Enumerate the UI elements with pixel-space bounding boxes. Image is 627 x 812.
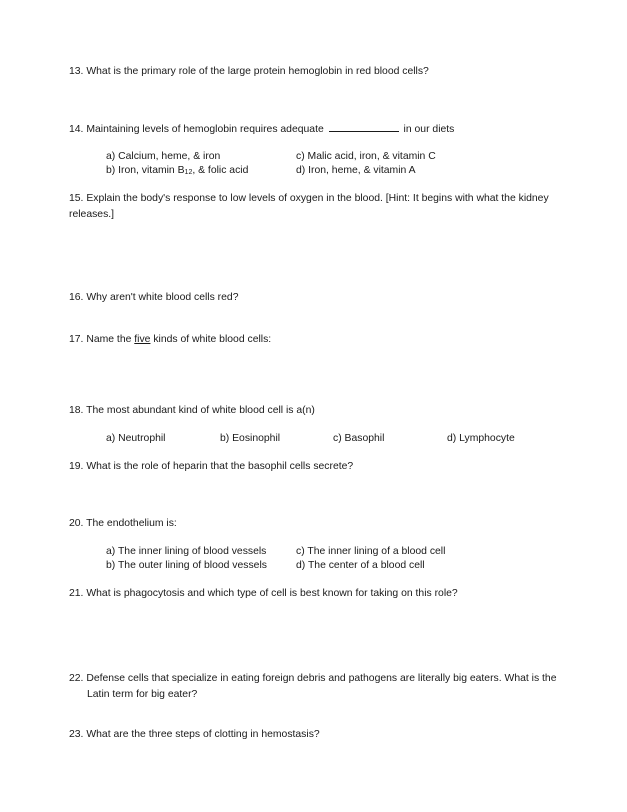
q18-option-c: c) Basophil — [333, 433, 385, 444]
question-14-prompt-end: in our diets — [403, 124, 455, 135]
q14-option-d: d) Iron, heme, & vitamin A — [296, 165, 416, 176]
question-17 — [69, 332, 569, 348]
question-17-prompt: 17. Name the — [69, 334, 132, 345]
question-19: 19. What is the role of heparin that the basophil cells secrete? — [69, 461, 354, 472]
q18-option-a: a) Neutrophil — [106, 433, 166, 444]
q20-option-a: a) The inner lining of blood vessels — [106, 546, 267, 557]
q14-option-a: a) Calcium, heme, & iron — [106, 151, 221, 162]
question-17-emphasis: five — [134, 334, 151, 345]
q18-option-d: d) Lymphocyte — [447, 433, 515, 444]
question-20: 20. The endothelium is: — [69, 518, 177, 529]
question-14 — [69, 121, 569, 138]
question-16: 16. Why aren't white blood cells red? — [69, 292, 239, 303]
q14-option-b — [106, 164, 248, 180]
q18-option-b: b) Eosinophil — [220, 433, 281, 444]
q14-option-b-text: b) Iron, vitamin B — [106, 165, 185, 176]
question-17-prompt-end: kinds of white blood cells: — [153, 334, 272, 345]
question-15: 15. Explain the body's response to low levels of oxygen in the blood. [Hint: It begins with what the kidney releases.] — [69, 193, 549, 220]
question-14-prompt: 14. Maintaining levels of hemoglobin requires adequate — [69, 124, 324, 135]
question-21: 21. What is phagocytosis and which type of cell is best known for taking on this role? — [69, 588, 458, 599]
fill-in-blank[interactable] — [329, 121, 399, 132]
question-22: 22. Defense cells that specialize in eating foreign debris and pathogens are literally big eaters. What is the Latin term for big eater? — [69, 673, 557, 700]
question-18: 18. The most abundant kind of white blood cell is a(n) — [69, 405, 315, 416]
question-23: 23. What are the three steps of clotting in hemostasis? — [69, 729, 320, 740]
q20-option-c: c) The inner lining of a blood cell — [296, 546, 446, 557]
q14-option-b-text-end: , & folic acid — [192, 165, 249, 176]
question-13: 13. What is the primary role of the large protein hemoglobin in red blood cells? — [69, 66, 429, 77]
q14-option-c: c) Malic acid, iron, & vitamin C — [296, 151, 436, 162]
q20-option-d: d) The center of a blood cell — [296, 560, 425, 571]
q14-option-b-subscript: 12 — [184, 169, 193, 176]
q20-option-b: b) The outer lining of blood vessels — [106, 560, 267, 571]
